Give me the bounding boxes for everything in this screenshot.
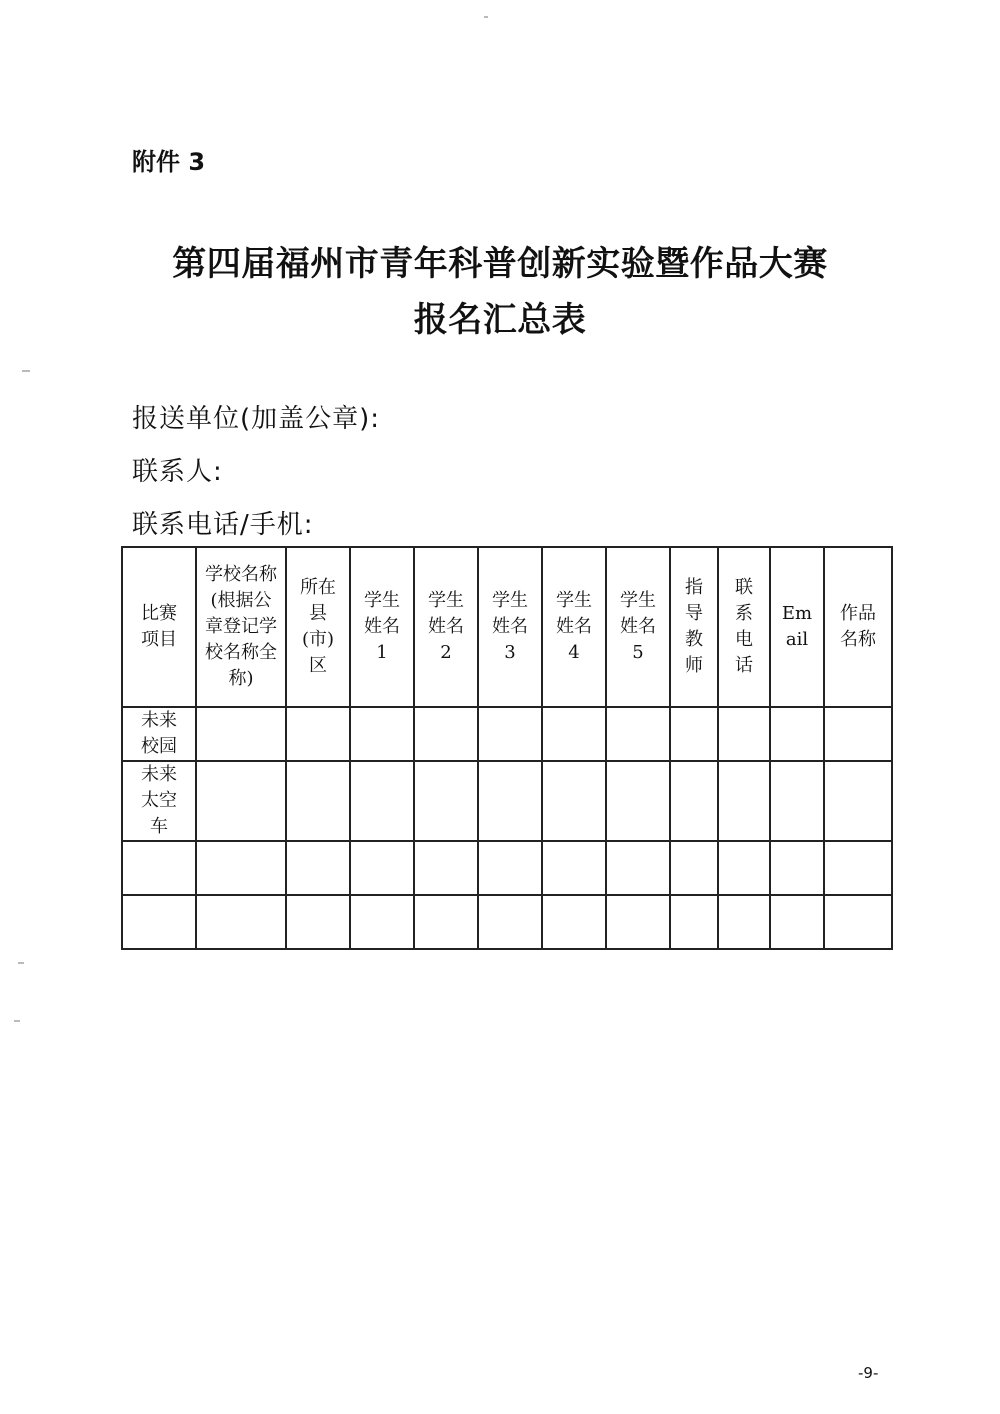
table-cell [478,841,542,895]
header-cell-teacher: 指导教师 [670,547,718,707]
header-cell-district: 所在县(市)区 [286,547,350,707]
contact-phone-field: 联系电话/手机: [132,510,314,540]
table-cell [196,761,286,841]
scan-speck [484,16,488,18]
table-cell [718,841,770,895]
table-cell [414,761,478,841]
table-cell [286,707,350,761]
table-cell [542,707,606,761]
table-header-row [122,547,892,707]
header-cell-student-1: 学生姓名1 [350,547,414,707]
table-cell [122,895,196,949]
page-title-line1: 第四届福州市青年科普创新实验暨作品大赛 [172,244,828,284]
table-cell [196,841,286,895]
table-cell [770,707,824,761]
table-row [122,707,892,761]
contact-person-field: 联系人: [132,457,223,487]
table-cell [770,761,824,841]
header-cell-student-5: 学生姓名5 [606,547,670,707]
submitting-unit-field: 报送单位(加盖公章): [132,404,381,434]
table-cell [478,707,542,761]
header-cell-competition-item: 比赛项目 [122,547,196,707]
table-cell [824,761,892,841]
table-cell [542,895,606,949]
header-cell-work-name: 作品名称 [824,547,892,707]
table-cell [606,761,670,841]
table-cell [606,707,670,761]
table-cell [542,761,606,841]
table-cell [670,841,718,895]
table-cell [606,895,670,949]
table-row [122,761,892,841]
table-cell [670,895,718,949]
table-cell [350,841,414,895]
table-cell [770,841,824,895]
table-cell [122,841,196,895]
table-cell [606,841,670,895]
table-row [122,895,892,949]
table-cell: 未来校园 [122,707,196,761]
table-cell [770,895,824,949]
scan-speck [18,962,24,964]
table-cell [414,841,478,895]
header-cell-email: Email [770,547,824,707]
table-cell [286,841,350,895]
table-cell [670,707,718,761]
table-cell [286,895,350,949]
page-number: -9- [858,1364,879,1382]
table-cell [824,895,892,949]
table-cell [718,707,770,761]
table-cell [718,761,770,841]
table-cell [478,895,542,949]
table-cell [824,841,892,895]
table-cell [350,761,414,841]
page-title-line2: 报名汇总表 [413,300,587,340]
table-cell [350,707,414,761]
table-cell [542,841,606,895]
header-cell-student-2: 学生姓名2 [414,547,478,707]
header-cell-student-3: 学生姓名3 [478,547,542,707]
table-cell [350,895,414,949]
table-cell [718,895,770,949]
table-cell [478,761,542,841]
scan-speck [14,1020,20,1022]
table-cell [196,895,286,949]
header-cell-phone: 联系电话 [718,547,770,707]
attachment-label: 附件 3 [132,148,206,176]
header-cell-school-name: 学校名称(根据公章登记学校名称全称) [196,547,286,707]
table-cell [414,707,478,761]
table-cell [196,707,286,761]
table-cell [670,761,718,841]
table-cell [414,895,478,949]
table-cell [824,707,892,761]
header-cell-student-4: 学生姓名4 [542,547,606,707]
table-cell: 未来太空车 [122,761,196,841]
table-cell [286,761,350,841]
table-row [122,841,892,895]
scan-speck [22,370,30,372]
registration-table [121,546,893,950]
